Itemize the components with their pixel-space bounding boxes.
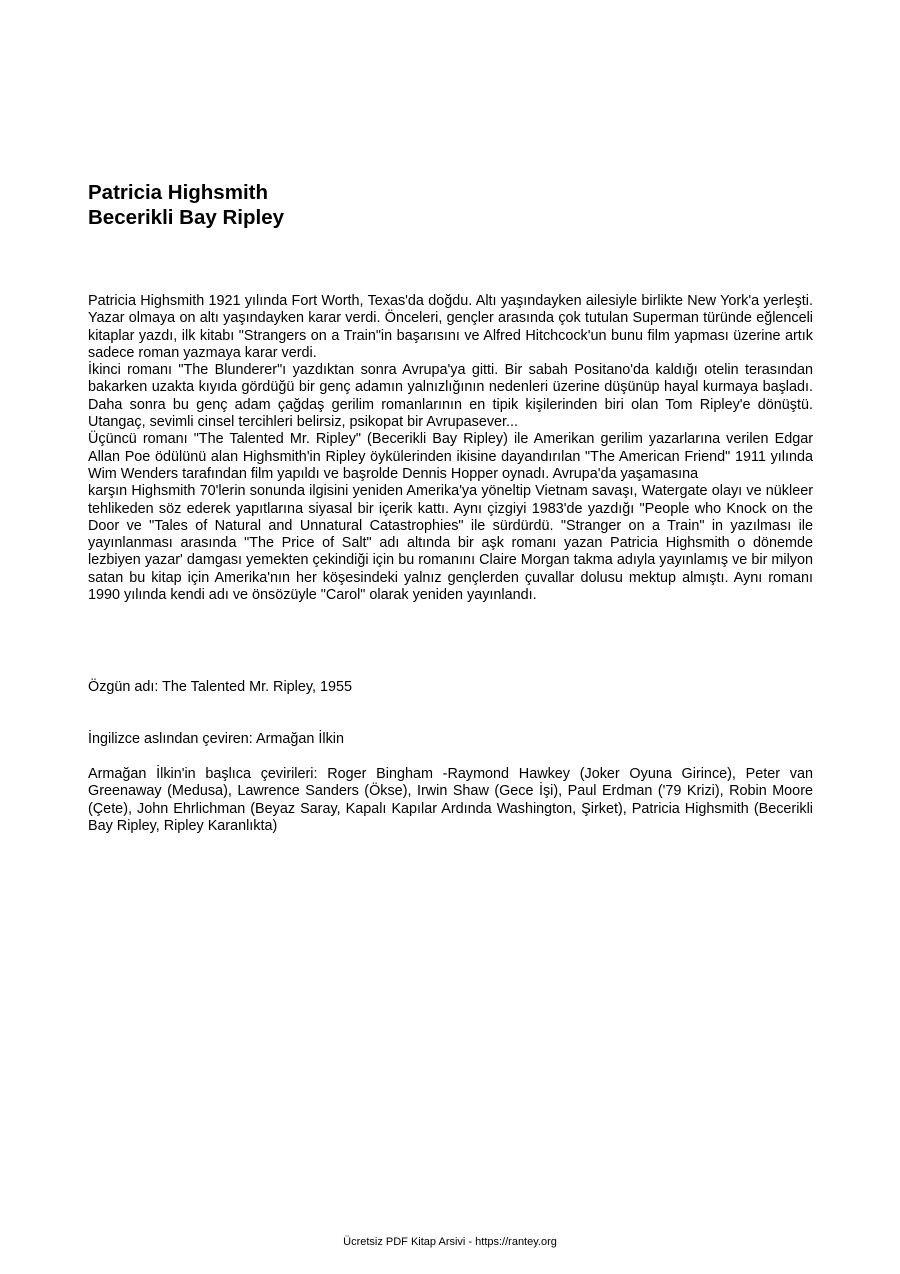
original-title: Özgün adı: The Talented Mr. Ripley, 1955	[88, 679, 352, 695]
biography-paragraph: İkinci romanı "The Blunderer"ı yazdıktan sonra Avrupa'ya gitti. Bir sabah Positano'da kaldığı otelin terasından bakarken uzakta kıyıda gördüğü bir genç adamın yalnızlığının nedenleri üzerine düşünüp hayal kurmaya başladı. Daha sonra bu genç adam çağdaş gerilim romanlarının en tipik kişilerinden biri olan Tom Ripley'e dönüştü. Utangaç, sevimli cinsel tercihleri belirsiz, psikopat bir Avrupasever...	[88, 362, 813, 431]
translator-works: Armağan İlkin'in başlıca çevirileri: Roger Bingham -Raymond Hawkey (Joker Oyuna Girince), Peter van Greenaway (Medusa), Lawrence Sanders (Ökse), Irwin Shaw (Gece İşi), Paul Erdman ('79 Krizi), Robin Moore (Çete), John Ehrlichman (Beyaz Saray, Kapalı Kapılar Ardında Washington, Şirket), Patricia Highsmith (Becerikli Bay Ripley, Ripley Karanlıkta)	[88, 766, 813, 834]
biography-paragraph: karşın Highsmith 70'lerin sonunda ilgisini yeniden Amerika'ya yöneltip Vietnam savaşı, Watergate olayı ve nükleer tehlikeden söz ederek yapıtlarına siyasal bir içerik kattı. Aynı çizgiyi 1983'de yazdığı "People who Knock on the Door ve "Tales of Natural and Unnatural Catastrophies" ile sürdürdü. "Stranger on a Train" in yazılması ile yayınlanması arasında "The Price of Salt" adı altında bir aşk romanı yazan Patricia Highsmith o dönemde lezbiyen yazar' damgası yemekten çekindiği için bu romanını Claire Morgan takma adıyla yayınlamış ve bir milyon satan bu kitap için Amerika'nın her köşesindeki yalnız gençlerden çuvallar dolusu mektup almıştı. Aynı romanı 1990 yılında kendi adı ve önsözüyle "Carol" olarak yeniden yayınlandı.	[88, 483, 813, 604]
biography-text	[88, 293, 813, 604]
author-name: Patricia Highsmith	[88, 181, 268, 204]
biography-paragraph: Patricia Highsmith 1921 yılında Fort Worth, Texas'da doğdu. Altı yaşındayken ailesiyle birlikte New York'a yerleşti. Yazar olmaya on altı yaşındayken karar verdi. Önceleri, gençler arasında çok tutulan Superman türünde eğlenceli kitaplar yazdı, ilk kitabı "Strangers on a Train"in başarısını ve Alfred Hitchcock'un bunu film yapması üzerine artık sadece roman yazmaya karar verdi.	[88, 293, 813, 361]
title-block	[88, 180, 813, 230]
footer-text: Ücretsiz PDF Kitap Arsivi - https://rantey.org	[343, 1236, 557, 1248]
translator-credit: İngilizce aslından çeviren: Armağan İlkin	[88, 731, 344, 747]
book-title: Becerikli Bay Ripley	[88, 206, 284, 229]
biography-paragraph: Üçüncü romanı "The Talented Mr. Ripley" (Becerikli Bay Ripley) ile Amerikan gerilim yazarlarına verilen Edgar Allan Poe ödülünü alan Highsmith'in Ripley öykülerinden ikisine dayandırılan "The American Friend" 1911 yılında Wim Wenders tarafından film yapıldı ve başrolde Dennis Hopper oynadı. Avrupa'da yaşamasına	[88, 431, 813, 482]
